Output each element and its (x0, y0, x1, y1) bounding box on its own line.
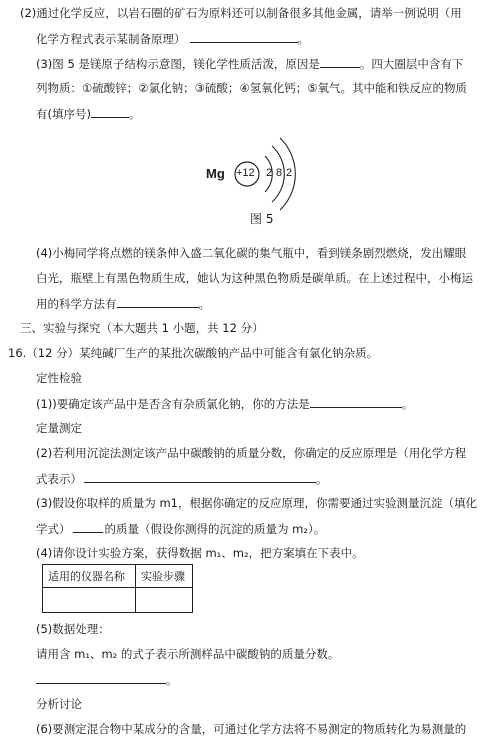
shell-3-electrons: 2 (286, 167, 293, 179)
nucleus-charge: +12 (236, 167, 255, 179)
q16-part-5: (5)数据处理： (36, 622, 110, 636)
table-header-row (43, 565, 193, 588)
q3-reason-blank[interactable] (320, 56, 360, 68)
q3-answer-blank[interactable] (91, 106, 129, 118)
table-answer-row (43, 588, 193, 613)
experiment-table (42, 564, 193, 613)
shell-2-electrons: 8 (276, 167, 283, 179)
q16-part-1b: 。 (401, 397, 414, 411)
figure-caption: 图 5 (250, 212, 274, 226)
q16-part-3-line-2 (36, 521, 325, 536)
q16-part-1a: (1))要确定该产品中是否含有杂质氯化钠，你的方法是 (36, 397, 310, 411)
q2-answer-blank[interactable] (190, 31, 298, 43)
header-instrument: 适用的仪器名称 (43, 565, 136, 588)
qualitative-heading: 定性检验 (36, 371, 82, 385)
q16-part-6: (6)要测定混合物中某成分的含量，可通过化学方法将不易测定的物质转化为易测量的 (36, 722, 467, 736)
q16-part-4: (4)请你设计实验方案，获得数据 m₁、m₂，把方案填在下表中。 (36, 546, 364, 560)
q4-line-2: 白光，瓶壁上有黑色物质生成，她认为这种黑色物质是碳单质。在上述过程中，小梅运 (36, 271, 473, 285)
q3-line-3 (36, 106, 140, 121)
q16-intro: 16.（12 分）某纯碱厂生产的某批次碳酸钠产品中可能含有氯化钠杂质。 (8, 346, 379, 360)
shell-1-electrons: 2 (266, 167, 273, 179)
q2-line-1: (2)通过化学反应，以岩石圈的矿石为原料还可以制备很多其他金属，请举一例说明（用 (20, 6, 462, 20)
q16-part-5-line-2: 请用含 m₁、m₂ 的式子表示所测样品中碳酸钠的质量分数。 (36, 647, 340, 661)
q3-line-1b: 。四大圈层中含有下 (359, 57, 464, 71)
q3-line-3a: 有(填序号) (36, 107, 91, 121)
q16-part-3-blank[interactable] (73, 521, 103, 533)
q3-line-3b: 。 (128, 107, 141, 121)
q4-line-3 (36, 296, 210, 311)
q4-line-3a: 用的科学方法有 (36, 297, 117, 311)
q16-part-3-line-1: (3)假设你取样的质量为 m1，根据你确定的反应原理，你需要通过实验测量沉淀（填化 (36, 496, 477, 510)
instrument-answer-cell[interactable] (43, 588, 136, 613)
q16-part-5-line-3 (36, 672, 178, 687)
q4-line-3b: 。 (198, 297, 210, 311)
q16-part-5-period: 。 (166, 673, 178, 687)
q16-part-1-blank[interactable] (310, 396, 402, 408)
q16-part-5-blank[interactable] (36, 672, 166, 684)
quantitative-heading: 定量测定 (36, 421, 82, 435)
q16-part-3-line-2b: 的质量（假设你测得的沉淀的质量为 m₂）。 (104, 522, 326, 536)
q4-answer-blank[interactable] (117, 296, 199, 308)
steps-answer-cell[interactable] (136, 588, 193, 613)
q3-line-1 (36, 56, 463, 71)
q16-part-1 (36, 396, 413, 411)
q16-part-2-line-2-text: 式表示） (36, 472, 82, 486)
q16-part-3-line-2a: 学式） (36, 522, 71, 536)
q3-line-2: 列物质：①硫酸锌；②氯化钠；③硫酸；④氢氧化钙；⑤氧气。其中能和铁反应的物质 (36, 81, 468, 95)
q2-line-2: 化学方程式表示某制备原理） 。 (36, 32, 309, 46)
analysis-heading: 分析讨论 (36, 697, 82, 711)
section-heading: 三、实验与探究（本大题共 1 小题，共 12 分） (20, 321, 264, 335)
q16-part-2-line-1: (2)若利用沉淀法测定该产品中碳酸钠的质量分数，你确定的反应原理是（用化学方程 (36, 446, 467, 460)
header-steps: 实验步骤 (136, 565, 193, 588)
q16-part-2-line-2: 式表示） 。 (36, 472, 328, 486)
q16-part-2-blank[interactable] (84, 471, 316, 483)
q4-line-1: (4)小梅同学将点燃的镁条伸入盛二氧化碳的集气瓶中，看到镁条剧烈燃烧，发出耀眼 (36, 246, 467, 260)
element-symbol: Mg (206, 166, 225, 181)
q2-line-2-text: 化学方程式表示某制备原理） (36, 32, 186, 46)
q3-line-1a: (3)图 5 是镁原子结构示意图，镁化学性质活泼，原因是 (36, 57, 320, 71)
